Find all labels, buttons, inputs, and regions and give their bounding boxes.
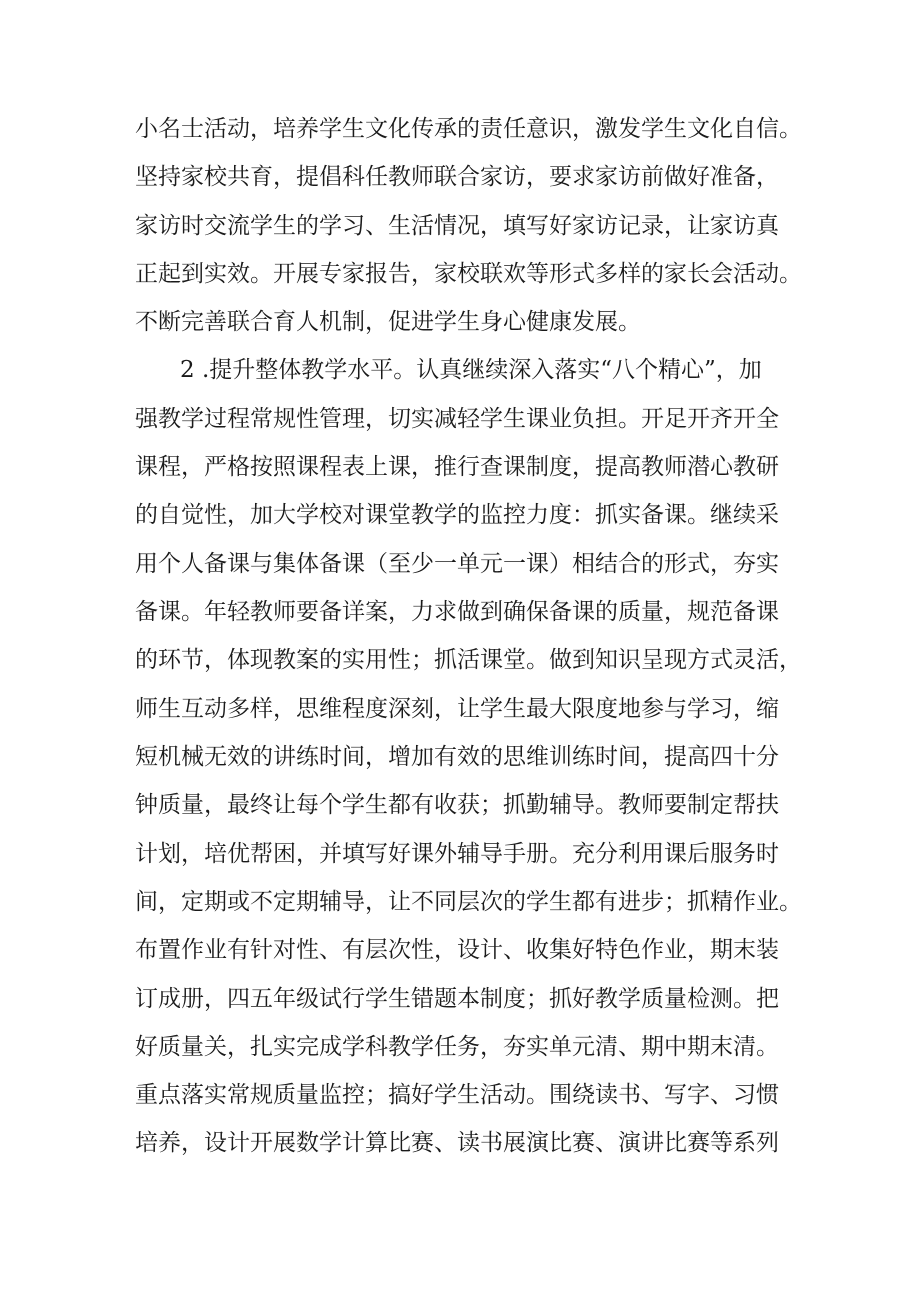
text-line: 钟质量，最终让每个学生都有收获；抓勤辅导。教师要制定帮扶: [135, 792, 779, 818]
text-line: 强教学过程常规性管理，切实减轻学生课业负担。开足开齐开全: [135, 406, 779, 432]
text-line: 好质量关，扎实完成学科教学任务，夯实单元清、期中期末清。: [135, 1034, 779, 1060]
text-line: 培养，设计开展数学计算比赛、读书展演比赛、演讲比赛等系列: [135, 1130, 779, 1156]
text-line: 订成册，四五年级试行学生错题本制度；抓好教学质量检测。把: [135, 986, 779, 1012]
text-line: 师生互动多样，思维程度深刻，让学生最大限度地参与学习，缩: [135, 696, 779, 722]
section-heading-line: 2 .提升整体教学水平。认真继续深入落实“八个精心”，加: [180, 357, 762, 383]
text-line: 的自觉性，加大学校对课堂教学的监控力度：抓实备课。继续采: [135, 502, 779, 528]
text-line: 的环节，体现教案的实用性；抓活课堂。做到知识呈现方式灵活，: [135, 647, 802, 673]
text-line: 短机械无效的讲练时间，增加有效的思维训练时间，提高四十分: [135, 744, 779, 770]
text-line: 小名士活动，培养学生文化传承的责任意识，激发学生文化自信。: [135, 116, 802, 142]
text-line: 计划，培优帮困，并填写好课外辅导手册。充分利用课后服务时: [135, 841, 779, 867]
text-line: 正起到实效。开展专家报告，家校联欢等形式多样的家长会活动。: [135, 261, 802, 287]
text-line: 间，定期或不定期辅导，让不同层次的学生都有进步；抓精作业。: [135, 889, 802, 915]
text-line: 不断完善联合育人机制，促进学生身心健康发展。: [135, 309, 641, 335]
text-line: 布置作业有针对性、有层次性，设计、收集好特色作业，期末装: [135, 937, 779, 963]
text-line: 用个人备课与集体备课（至少一单元一课）相结合的形式，夯实: [135, 551, 779, 577]
text-line: 坚持家校共育，提倡科任教师联合家访，要求家访前做好准备，: [135, 164, 779, 190]
text-line: 家访时交流学生的学习、生活情况，填写好家访记录，让家访真: [135, 213, 779, 239]
text-line: 备课。年轻教师要备详案，力求做到确保备课的质量，规范备课: [135, 599, 779, 625]
text-line: 课程，严格按照课程表上课，推行查课制度，提高教师潜心教研: [135, 454, 779, 480]
text-line: 重点落实常规质量监控；搞好学生活动。围绕读书、写字、习惯: [135, 1082, 779, 1108]
